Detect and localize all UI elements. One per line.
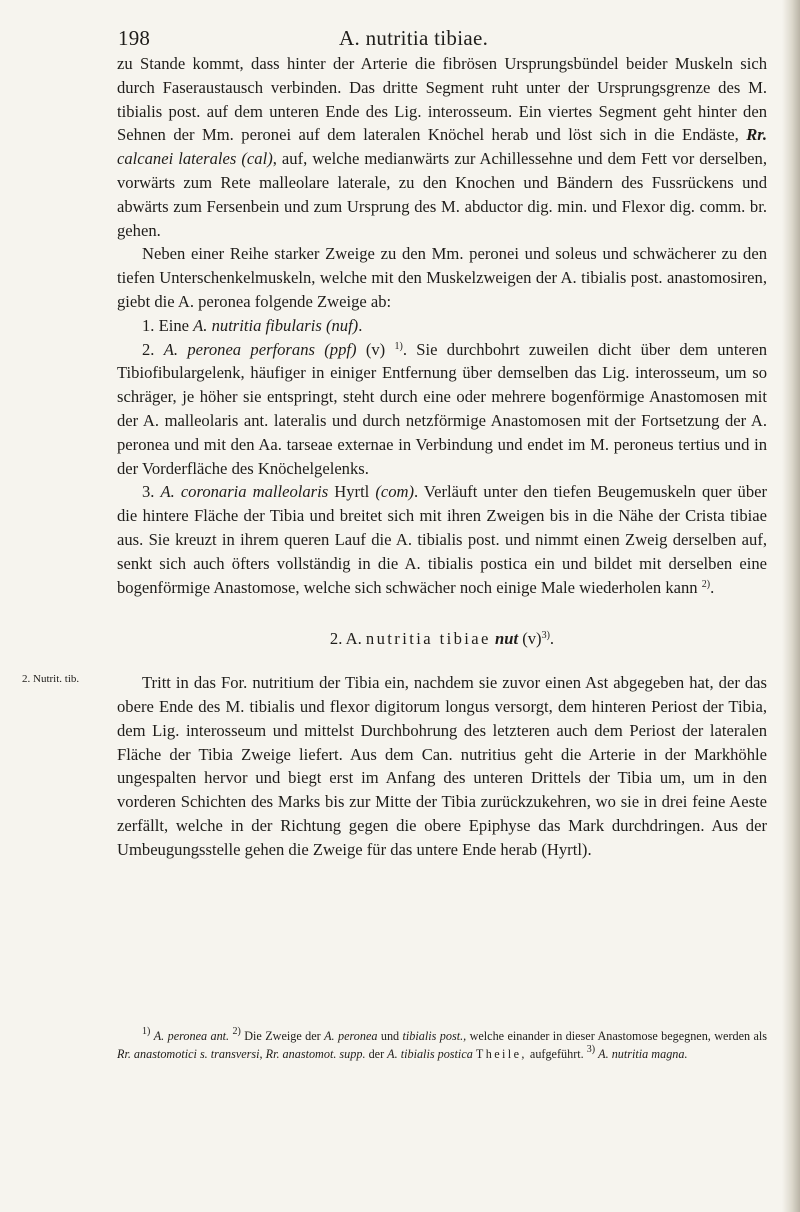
fn2-k: aufgeführt. bbox=[529, 1046, 584, 1061]
paragraph-1 bbox=[117, 52, 767, 242]
fn3-text: A. nutritia magna. bbox=[598, 1046, 688, 1061]
item3-end: . bbox=[710, 577, 715, 597]
fn3-mark: 3) bbox=[586, 1043, 596, 1055]
item2-abbr: (ppf) bbox=[324, 339, 357, 359]
list-item-2 bbox=[117, 338, 767, 481]
item1-num: 1. Eine bbox=[142, 315, 190, 335]
p1-text-b: , auf, welche medianwärts zur Achillessehne und dem Fett vor derselben, vorwärts zum Rete malleolare laterale, zu den Knochen und Bändern des Fussrückens und abwärts zum Fersenbein und zum Ursprung des M. abductor dig. min. und Flexor dig. comm. br. gehen. bbox=[117, 149, 767, 240]
fn2-b: A. peronea bbox=[324, 1029, 378, 1043]
fn2-d: tibialis post., bbox=[402, 1029, 467, 1043]
margin-note: 2. Nutrit. tib. bbox=[22, 673, 80, 685]
footnotes-text bbox=[117, 1028, 767, 1063]
item2-num: 2. bbox=[142, 339, 155, 359]
footnote-ref-3: 3) bbox=[541, 630, 550, 642]
fn2-e: welche einander in dieser Anastomose begegnen, werden als bbox=[469, 1029, 768, 1043]
section-abbr: nut bbox=[494, 629, 519, 649]
fn2-a: Die Zweige der bbox=[244, 1029, 321, 1043]
item2-text: . Sie durchbohrt zuweilen dicht über dem unteren Tibiofibulargelenk, häufiger in einiger Entfernung über demselben das Lig. interosseum, um so schräger, je höher sie entspringt, steht durch eine oder mehrere bogenförmige Anastomosen mit der A. malleolaris ant. lateralis und durch netzförmige Anastomosen mit der Fortsetzung der A. peronea und mit den Aa. tarseae externae in Verbindung und endet im M. peroneus tertius und in der Vorderfläche des Knöchelgelenks. bbox=[117, 339, 768, 478]
item3-abbr: (com) bbox=[375, 482, 415, 502]
section-mark: (v) bbox=[522, 629, 542, 649]
item3-num: 3. bbox=[142, 482, 155, 502]
p1-abbr: (cal) bbox=[241, 149, 273, 169]
fn2-f: Rr. anastomotici s. transversi, bbox=[117, 1046, 263, 1061]
item3-text: . Verläuft unter den tiefen Beugemuskeln quer über die hintere Fläche der Tibia und breitet sich mit ihren Zweigen bis in die Nähe der Crista tibiae aus. Sie kreuzt in ihrem queren Lauf die A. tibialis post. und nimmt einen Zweig derselben auf, senkt sich auch öfters vollständig in die A. tibialis postica ein und bildet mit derselben eine bogenförmige Anastomose, welche sich schwächer noch einige Male wiederholen kann bbox=[117, 482, 768, 597]
item3-author: Hyrtl bbox=[334, 482, 370, 502]
list-item-3 bbox=[117, 480, 767, 599]
p2-text: Neben einer Reihe starker Zweige zu den Mm. peronei und soleus und schwächerer zu den tiefen Unterschenkelmuskeln, welche mit den Muskelzweigen der A. tibialis post. anastomosiren, giebt die A. peronea folgende Zweige ab: bbox=[117, 244, 767, 311]
item1-abbr: (nuf) bbox=[325, 315, 359, 335]
item1-end: . bbox=[358, 315, 363, 335]
page-number: 198 bbox=[118, 26, 151, 50]
page-edge-shadow bbox=[782, 0, 800, 1212]
section-heading bbox=[117, 627, 767, 651]
fn2-h: der bbox=[368, 1046, 385, 1061]
running-head bbox=[115, 14, 775, 54]
fn2-j: Theile, bbox=[475, 1046, 527, 1061]
item1-term: A. nutritia fibularis bbox=[193, 315, 322, 335]
body-text bbox=[117, 52, 767, 862]
p3-text: Tritt in das For. nutritium der Tibia ein, nachdem sie zuvor einen Ast abgegeben hat, der das obere Ende des M. tibialis und flexor digitorum longus versorgt, dem hinteren Periost der Tibia, dem Lig. interosseum und mittelst Durchbohrung des letzteren auch dem Periost der lateralen Fläche der Tibia Zweige liefert. Aus dem Can. nutritius geht die Arterie in der Markhöhle ungespalten hervor und biegt erst im Anfang des unteren Drittels der Tibia um, um in den vorderen Schichten des Marks bis zur Mitte der Tibia zurückzukehren, wo sie in drei feine Aeste zerfällt, welche in der Richtung gegen die obere Epiphyse das Mark durchdringen. Aus der Umbeugungsstelle gehen die Zweige für das untere Ende herab (Hyrtl). bbox=[117, 673, 767, 859]
paragraph-2 bbox=[117, 242, 767, 313]
fn2-g: Rr. anastomot. supp. bbox=[265, 1046, 366, 1061]
item2-term: A. peronea perforans bbox=[163, 339, 315, 359]
p1-term: calcanei laterales bbox=[117, 149, 237, 169]
running-title: A. nutritia tibiae. bbox=[339, 26, 489, 50]
paragraph-3 bbox=[117, 671, 767, 861]
fn2-i: A. tibialis postica bbox=[387, 1046, 473, 1061]
fn2-c: und bbox=[380, 1029, 400, 1043]
item3-term: A. coronaria malleolaris bbox=[160, 482, 329, 502]
list-item-1 bbox=[117, 314, 767, 338]
p1-rr: Rr. bbox=[746, 125, 767, 145]
item2-mark: (v) bbox=[365, 339, 386, 359]
footnote-ref-2: 2) bbox=[701, 578, 711, 590]
fn2-mark: 2) bbox=[232, 1026, 241, 1037]
p1-text-a: zu Stande kommt, dass hinter der Arterie die fibrösen Ursprungsbündel beider Muskeln sich durch Faseraustausch verbinden. Das dritte Segment ruht unter der Ursprungsgrenze des M. tibialis post. auf dem unteren Ende des Lig. interosseum. Ein viertes Segment geht hinter den Sehnen der Mm. peronei auf dem lateralen Knöchel herab und löst sich in die Endäste, bbox=[117, 54, 767, 145]
fn1-text: A. peronea ant. bbox=[153, 1029, 230, 1043]
section-num: 2. A. bbox=[329, 629, 362, 649]
fn1-mark: 1) bbox=[142, 1026, 151, 1037]
footnote-ref-1: 1) bbox=[394, 340, 403, 352]
section-name: nutritia tibiae bbox=[365, 629, 491, 649]
section-end: . bbox=[549, 629, 555, 649]
footnotes bbox=[117, 1028, 767, 1063]
